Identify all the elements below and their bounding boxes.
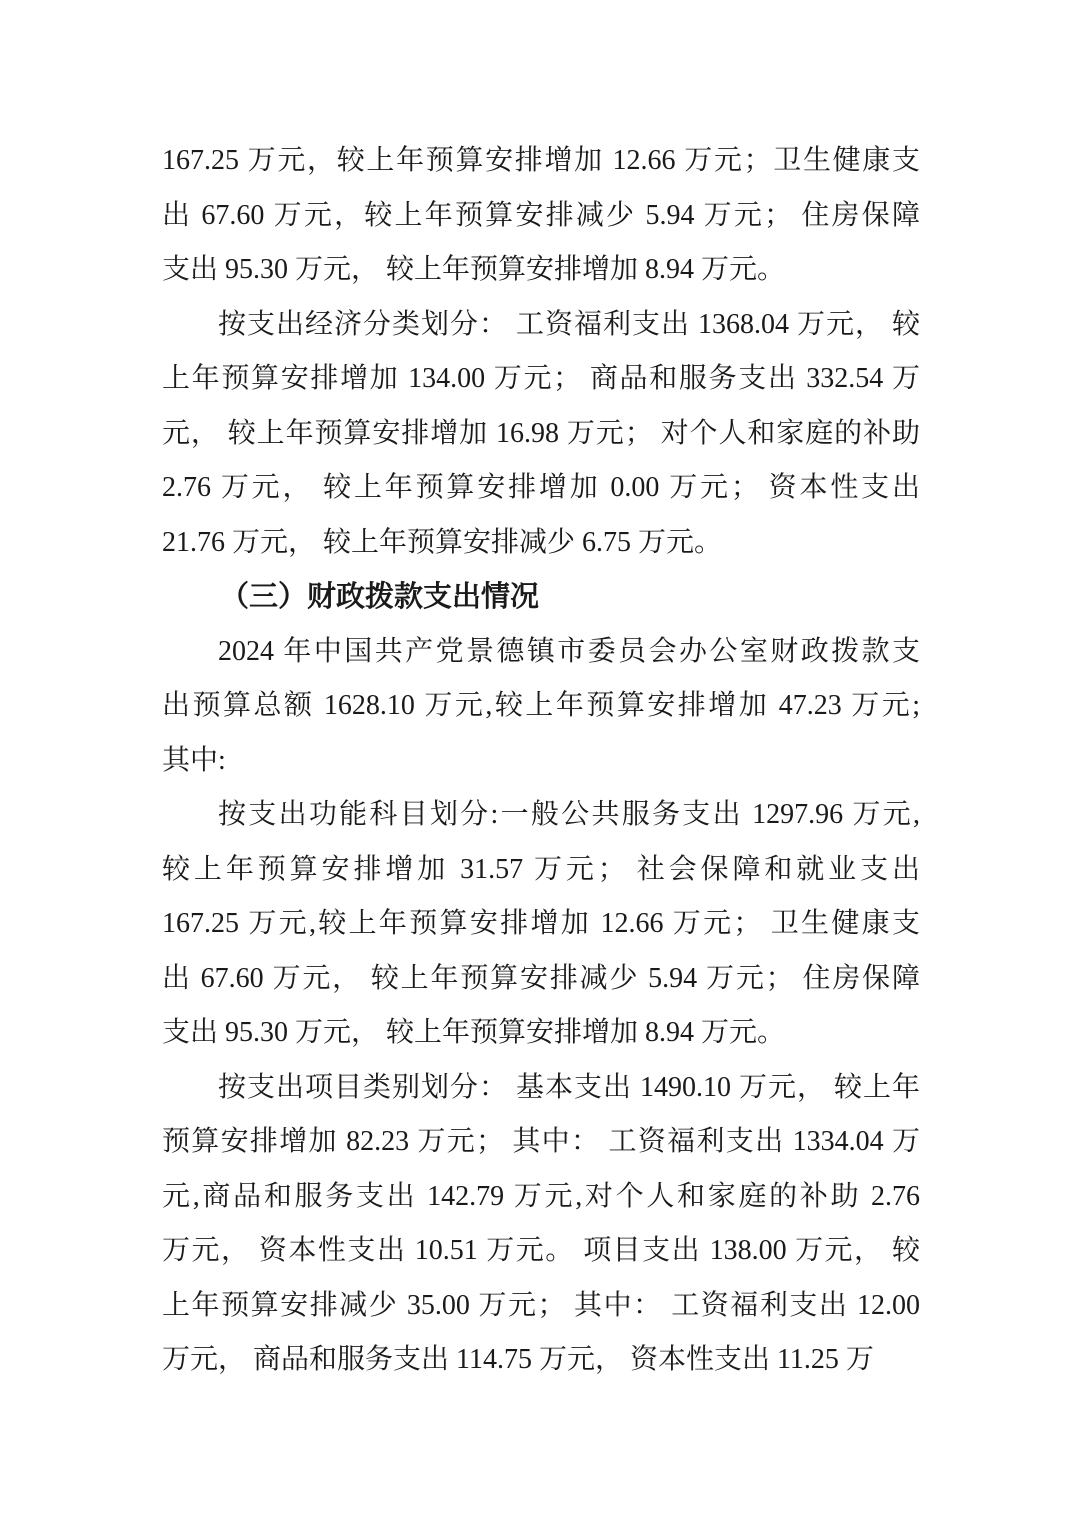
text-line: 其中: bbox=[162, 744, 226, 776]
text-line: 万元， 商品和服务支出 114.75 万元， 资本性支出 11.25 万 bbox=[162, 1344, 874, 1375]
text-line: 支出 95.30 万元， 较上年预算安排增加 8.94 万元。 bbox=[162, 254, 786, 285]
text-line: 较上年预算安排增加 31.57 万元； 社会保障和就业支出 bbox=[162, 853, 920, 885]
body-paragraph bbox=[162, 625, 920, 789]
text-line: 出 67.60 万元，较上年预算安排减少 5.94 万元； 住房保障 bbox=[162, 199, 920, 231]
text-line: 2.76 万元， 较上年预算安排增加 0.00 万元； 资本性支出 bbox=[162, 472, 920, 503]
text-line: 21.76 万元， 较上年预算安排减少 6.75 万元。 bbox=[162, 526, 723, 558]
body-paragraph bbox=[162, 1061, 920, 1388]
text-line: 元， 较上年预算安排增加 16.98 万元； 对个人和家庭的补助 bbox=[162, 417, 920, 449]
text-line: 2024 年中国共产党景德镇市委员会办公室财政拨款支 bbox=[218, 635, 920, 667]
body-paragraph bbox=[162, 298, 920, 571]
text-line: 出 67.60 万元， 较上年预算安排减少 5.94 万元； 住房保障 bbox=[162, 962, 920, 994]
text-line: 167.25 万元,较上年预算安排增加 12.66 万元； 卫生健康支 bbox=[162, 908, 920, 939]
text-line: 按支出功能科目划分:一般公共服务支出 1297.96 万元, bbox=[218, 799, 920, 830]
text-line: 上年预算安排增加 134.00 万元； 商品和服务支出 332.54 万 bbox=[162, 363, 920, 394]
section-heading bbox=[162, 570, 920, 625]
document-text-block bbox=[162, 134, 920, 1388]
text-line: 167.25 万元，较上年预算安排增加 12.66 万元；卫生健康支 bbox=[162, 145, 920, 176]
text-line: 按支出经济分类划分： 工资福利支出 1368.04 万元， 较 bbox=[218, 308, 920, 340]
text-line: 出预算总额 1628.10 万元,较上年预算安排增加 47.23 万元; bbox=[162, 690, 920, 721]
body-paragraph bbox=[162, 788, 920, 1061]
body-paragraph bbox=[162, 134, 920, 298]
text-line: 万元， 资本性支出 10.51 万元。 项目支出 138.00 万元， 较 bbox=[162, 1235, 920, 1266]
text-line: （三）财政拨款支出情况 bbox=[220, 581, 540, 613]
text-line: 支出 95.30 万元， 较上年预算安排增加 8.94 万元。 bbox=[162, 1017, 786, 1048]
text-line: 元,商品和服务支出 142.79 万元,对个人和家庭的补助 2.76 bbox=[162, 1180, 920, 1212]
text-line: 上年预算安排减少 35.00 万元； 其中： 工资福利支出 12.00 bbox=[162, 1289, 920, 1321]
text-line: 预算安排增加 82.23 万元； 其中： 工资福利支出 1334.04 万 bbox=[162, 1126, 920, 1157]
text-line: 按支出项目类别划分： 基本支出 1490.10 万元， 较上年 bbox=[218, 1071, 920, 1103]
